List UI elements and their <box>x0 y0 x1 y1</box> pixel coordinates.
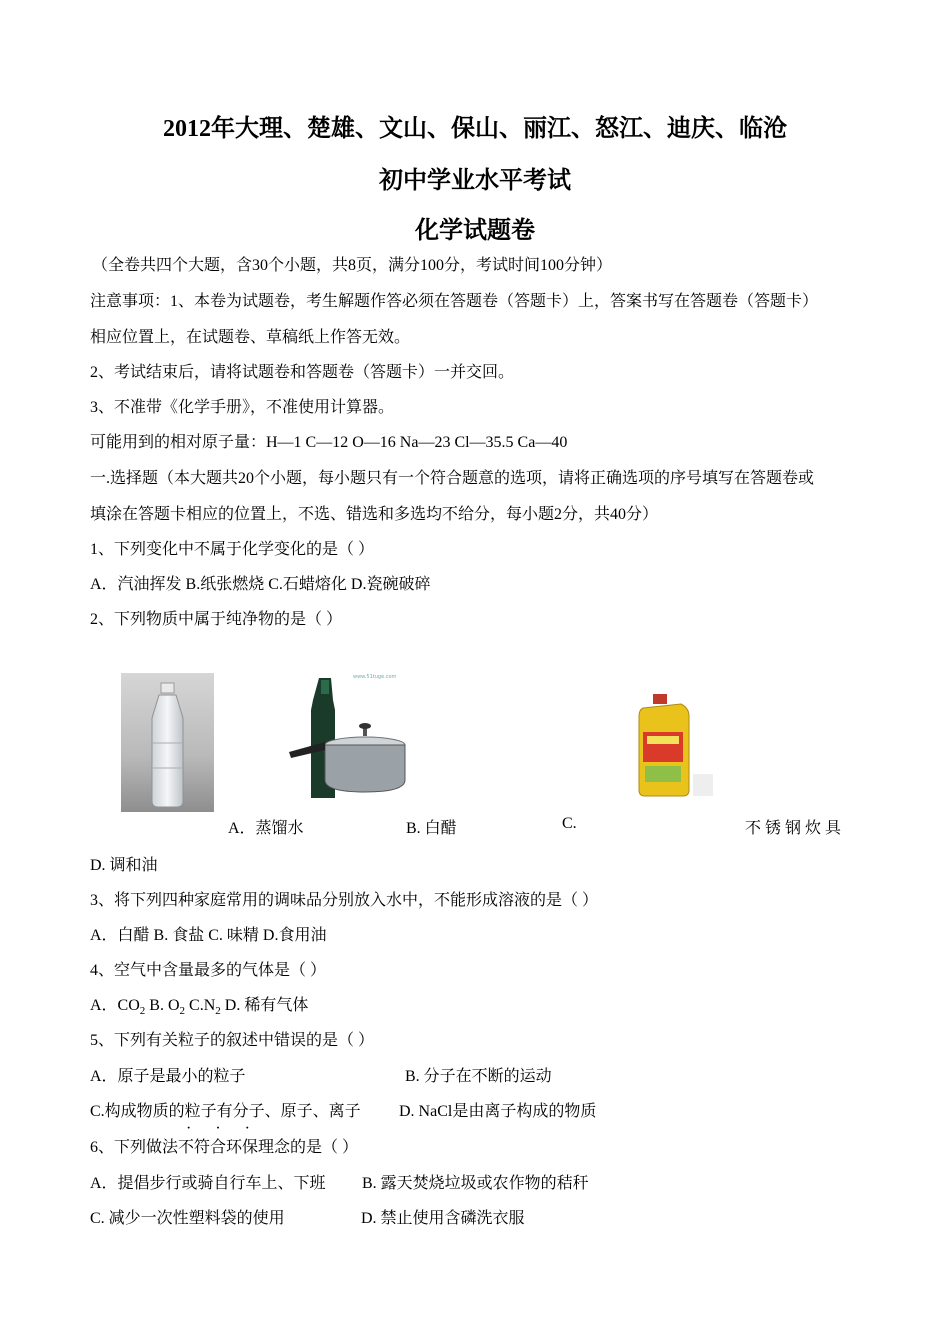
q4-opt-a-sub: 2 <box>139 1005 146 1018</box>
question-5-option-a: A．原子是最小的粒子 <box>90 1068 246 1085</box>
question-2-option-a: A．蒸馏水 <box>228 820 304 837</box>
cooking-oil-image <box>633 690 718 800</box>
notice-1a: 注意事项：1、本卷为试题卷，考生解题作答必须在答题卷（答题卡）上，答案书写在答题卷（答题卡） <box>90 293 819 310</box>
exam-title-line3: 化学试题卷 <box>415 218 535 244</box>
question-5-option-d: D. NaCl是由离子构成的物质 <box>399 1103 597 1120</box>
question-5: 5、下列有关粒子的叙述中错误的是（ ） <box>90 1032 375 1049</box>
question-4: 4、空气中含量最多的气体是（ ） <box>90 962 327 979</box>
question-3-options: A．白醋 B. 食盐 C. 味精 D.食用油 <box>90 927 327 944</box>
svg-text:www.51tuge.com: www.51tuge.com <box>353 674 397 680</box>
question-1-options: A．汽油挥发 B.纸张燃烧 C.石蜡熔化 D.瓷碗破碎 <box>90 576 431 593</box>
notice-2: 2、考试结束后，请将试题卷和答题卷（答题卡）一并交回。 <box>90 364 515 381</box>
section1-heading-a: 一.选择题（本大题共20个小题，每小题只有一个符合题意的选项，请将正确选项的序号填写在答题卷或 <box>90 470 815 487</box>
water-bottle-image <box>121 673 214 812</box>
question-6-option-b: B. 露天焚烧垃圾或农作物的秸秆 <box>362 1175 589 1192</box>
question-6: 6、下列做法不符合环保理念的是（ ） <box>90 1139 359 1156</box>
atomic-mass: 可能用到的相对原子量：H—1 C—12 O—16 Na—23 Cl—35.5 Ca—40 <box>90 434 568 451</box>
exam-scope: （全卷共四个大题，含30个小题，共8页，满分100分，考试时间100分钟） <box>92 257 613 274</box>
question-2: 2、下列物质中属于纯净物的是（ ） <box>90 611 343 628</box>
vinegar-and-pot-image <box>283 670 423 808</box>
question-1: 1、下列变化中不属于化学变化的是（ ） <box>90 541 375 558</box>
question-6-option-d: D. 禁止使用含磷洗衣服 <box>361 1210 525 1227</box>
q4-opt-c-sub: 2 <box>215 1005 221 1018</box>
exam-title-line1: 2012年大理、楚雄、文山、保山、丽江、怒江、迪庆、临沧 <box>163 116 787 142</box>
question-5-option-c: C.构成物质的粒子有分子、原子、离子 <box>90 1103 361 1120</box>
exam-title-line2: 初中学业水平考试 <box>379 168 571 194</box>
question-4-options <box>90 992 308 1017</box>
question-6-option-a: A．提倡步行或骑自行车上、下班 <box>90 1175 326 1192</box>
question-5-option-b: B. 分子在不断的运动 <box>405 1068 552 1085</box>
notice-1b: 相应位置上，在试题卷、草稿纸上作答无效。 <box>90 329 411 346</box>
question-6-option-c: C. 减少一次性塑料袋的使用 <box>90 1210 285 1227</box>
question-2-option-d: D. 调和油 <box>90 857 158 874</box>
q4-opt-d: D. 稀有气体 <box>220 997 309 1014</box>
q4-opt-a: A．CO <box>90 997 140 1014</box>
notice-3: 3、不准带《化学手册》，不准使用计算器。 <box>90 399 395 416</box>
q4-opt-b: B. O <box>145 997 180 1014</box>
emphasis-dots: · · · <box>186 1120 260 1137</box>
section1-heading-b: 填涂在答题卡相应的位置上，不选、错选和多选均不给分，每小题2分，共40分） <box>90 506 659 523</box>
question-2-option-c-text: 不 锈 钢 炊 具 <box>745 820 842 837</box>
question-3: 3、将下列四种家庭常用的调味品分别放入水中，不能形成溶液的是（ ） <box>90 892 599 909</box>
q4-opt-b-sub: 2 <box>179 1005 186 1018</box>
question-2-option-c: C. <box>562 815 577 832</box>
question-2-option-b: B. 白醋 <box>406 820 457 837</box>
q4-opt-c: C.N <box>185 997 216 1014</box>
